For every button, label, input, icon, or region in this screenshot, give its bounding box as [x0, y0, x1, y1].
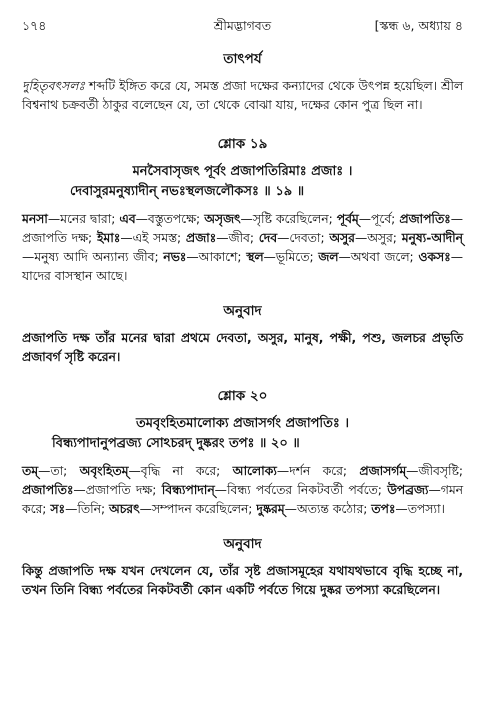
- synonym-word: মনসা: [22, 212, 48, 226]
- verse-20-heading: শ্লোক ২০: [217, 388, 268, 404]
- synonym-meaning: —পূর্বে;: [358, 212, 400, 226]
- synonym-meaning: —মনের দ্বারা;: [47, 212, 120, 226]
- synonym-word: ওকসঃ: [418, 250, 451, 264]
- synonym-word: ইমাঃ: [96, 231, 121, 245]
- synonym-word: অচরৎ: [109, 502, 140, 516]
- synonym-word: বিন্ধ্যপাদান্: [161, 483, 215, 497]
- verse-19-translation-heading: অনুবাদ: [223, 303, 262, 319]
- synonym-word: স্থল: [246, 250, 264, 264]
- synonym-meaning: —প্রজাপতি দক্ষ;: [73, 483, 162, 497]
- synonym-meaning: —জীবসৃষ্টি;: [406, 464, 463, 478]
- synonym-meaning: —দর্শন করে;: [276, 464, 360, 478]
- verse-20-synonyms: [22, 462, 463, 519]
- verse-19-line-1: মনসৈবাসৃজৎ পূর্বং প্রজাপতিরিমাঃ প্রজাঃ ।: [132, 164, 353, 179]
- verse-19-heading: শ্লোক ১৯: [217, 136, 268, 152]
- synonym-word: অসৃজৎ: [204, 212, 241, 226]
- synonym-word: অসুর: [329, 231, 355, 245]
- verse-19-synonyms: [22, 210, 463, 286]
- synonym-word: প্রজাপতিঃ: [399, 212, 451, 226]
- synonym-meaning: —মনুষ্য আদি অন্যান্য জীব;: [22, 250, 164, 264]
- synonym-word: উপব্রজ্য: [387, 483, 429, 497]
- canto-chapter: [স্কন্ধ ৬, অধ্যায় ৪: [374, 18, 463, 33]
- running-header: [22, 18, 463, 38]
- synonym-meaning: —এই সমস্ত;: [120, 231, 186, 245]
- synonym-word: পূর্বম্: [336, 212, 359, 226]
- purport-body: শব্দটি ইঙ্গিত করে যে, সমস্ত প্রজা দক্ষের কন্যাদের থেকে উৎপন্ন হয়েছিল। শ্রীল বিশ্বনাথ চক্রবর্তী ঠাকুর বলেছেন যে, তা থেকে বোঝা যায়, দক্ষের কোন পুত্র ছিল না।: [22, 79, 463, 112]
- synonym-word: তম্: [22, 464, 39, 478]
- synonym-word: অবৃংহিতম্: [79, 464, 129, 478]
- synonym-word: দুষ্করম্: [256, 502, 285, 516]
- synonym-meaning: —সম্পাদন করেছিলেন;: [139, 502, 257, 516]
- synonym-meaning: —বস্তুতপক্ষে;: [135, 212, 205, 226]
- verse-19-line-2: দেবাসুরমনুষ্যাদীন্ নভঃস্থলজলৌকসঃ ॥ ১৯ ॥: [70, 184, 305, 199]
- synonym-meaning: —দেবতা;: [277, 231, 330, 245]
- verse-20-line-1: তমবৃংহিতমালোক্য প্রজাসর্গং প্রজাপতিঃ ।: [135, 416, 349, 431]
- verse-20-translation: কিন্তু প্রজাপতি দক্ষ যখন দেখলেন যে, তাঁর সৃষ্ট প্রজাসমূহের যথাযথভাবে বৃদ্ধি হচ্ছে না, তখন তিনি বিন্ধ্য পর্বতের নিকটবর্তী কোন একটি পর্বতে গিয়ে দুষ্কর তপস্যা করেছিলেন।: [22, 564, 463, 597]
- synonym-meaning: —সৃষ্টি করেছিলেন;: [240, 212, 337, 226]
- synonym-meaning: —গমন করে;: [22, 483, 463, 516]
- synonym-word: জল: [318, 250, 339, 264]
- synonym-meaning: —ভূমিতে;: [263, 250, 319, 264]
- synonym-word: প্রজাপতিঃ: [22, 483, 74, 497]
- verse-19-translation: প্রজাপতি দক্ষ তাঁর মনের দ্বারা প্রথমে দেবতা, অসুর, মানুষ, পক্ষী, পশু, জলচর প্রভৃতি প্রজাবর্গ সৃষ্টি করেন।: [22, 331, 463, 364]
- synonym-meaning: —অথবা জলে;: [338, 250, 419, 264]
- synonym-meaning: —অসুর;: [354, 231, 402, 245]
- synonym-meaning: —বিন্ধ্য পর্বতের নিকটবর্তী পর্বতে;: [214, 483, 388, 497]
- synonym-word: তপঃ: [371, 502, 396, 516]
- purport-heading: তাৎপর্য: [223, 51, 262, 67]
- synonym-meaning: —অত্যন্ত কঠোর;: [284, 502, 372, 516]
- synonym-meaning: —তিনি;: [65, 502, 110, 516]
- synonym-word: প্রজাঃ: [185, 231, 217, 245]
- synonym-word: সঃ: [50, 502, 66, 516]
- book-title: শ্রীমদ্ভাগবত: [213, 18, 272, 33]
- page-number: ১৭৪: [22, 18, 47, 33]
- synonym-word: দেব: [258, 231, 278, 245]
- synonym-meaning: —যাদের বাসস্থান আছে।: [22, 250, 463, 283]
- synonym-word: নভঃ: [163, 250, 187, 264]
- verse-20-line-2: বিন্ধ্যপাদানুপব্রজ্য সোঽচরদ্ দুষ্করং তপঃ ॥ ২০ ॥: [52, 436, 300, 451]
- synonym-meaning: —বৃদ্ধি না করে;: [128, 464, 233, 478]
- synonym-word: মনুষ্য-আদীন্: [401, 231, 463, 245]
- verse-20-translation-heading: অনুবাদ: [223, 536, 262, 552]
- purport-text: [22, 77, 463, 115]
- purport-keyword: দুহিতৃবৎসলঃ: [22, 79, 85, 93]
- synonym-word: এব: [119, 212, 136, 226]
- synonym-meaning: —আকাশে;: [186, 250, 247, 264]
- synonym-meaning: —তা;: [38, 464, 80, 478]
- synonym-word: আলোক্য: [232, 464, 277, 478]
- synonym-meaning: —জীব;: [216, 231, 259, 245]
- synonym-word: প্রজাসর্গম্: [359, 464, 407, 478]
- synonym-meaning: —তপস্যা।: [395, 502, 445, 516]
- synonym-meaning: —প্রজাপতি দক্ষ;: [22, 212, 464, 245]
